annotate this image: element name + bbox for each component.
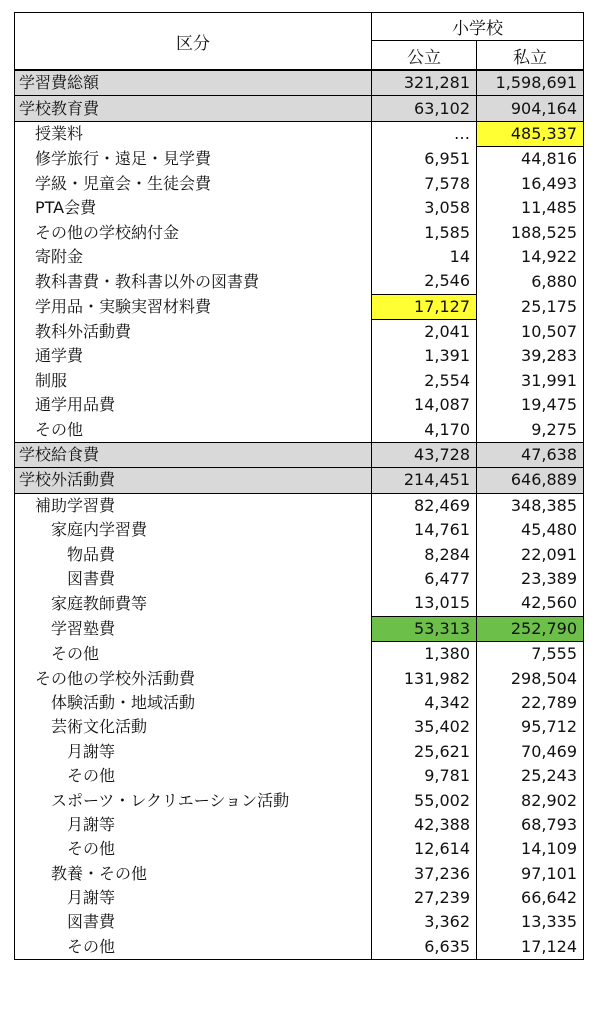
public-value: 214,451 (372, 468, 477, 493)
table-row (15, 740, 584, 764)
row-label: 芸術文化活動 (15, 715, 372, 739)
row-label: PTA会費 (15, 196, 372, 220)
table-row (15, 245, 584, 269)
row-label: 教養・その他 (15, 862, 372, 886)
public-value: 63,102 (372, 96, 477, 121)
table-row (15, 493, 584, 518)
private-value: 31,991 (477, 369, 584, 393)
header-group: 小学校 (372, 13, 584, 41)
row-label: 学習費総額 (15, 70, 372, 96)
table-row (15, 591, 584, 616)
public-value: 6,951 (372, 147, 477, 172)
row-label: スポーツ・レクリエーション活動 (15, 788, 372, 812)
private-value: 70,469 (477, 740, 584, 764)
row-label: その他 (15, 837, 372, 861)
private-value: 95,712 (477, 715, 584, 739)
table-row (15, 196, 584, 220)
public-value: 1,391 (372, 344, 477, 368)
public-value: 3,058 (372, 196, 477, 220)
row-label: 学用品・実験実習材料費 (15, 294, 372, 319)
public-value: 53,313 (372, 616, 477, 641)
table-row (15, 344, 584, 368)
row-label: その他 (15, 417, 372, 442)
public-value: 43,728 (372, 442, 477, 467)
public-value: 55,002 (372, 788, 477, 812)
table-row (15, 813, 584, 837)
row-label: 月謝等 (15, 886, 372, 910)
private-value: 45,480 (477, 518, 584, 542)
row-label: その他 (15, 935, 372, 960)
table-row (15, 788, 584, 812)
public-value: 37,236 (372, 862, 477, 886)
public-value: 2,554 (372, 369, 477, 393)
table-row (15, 294, 584, 319)
row-label: その他 (15, 764, 372, 788)
private-value: 11,485 (477, 196, 584, 220)
private-value: 17,124 (477, 935, 584, 960)
table-row (15, 96, 584, 121)
public-value: 2,546 (372, 269, 477, 294)
private-value: 252,790 (477, 616, 584, 641)
private-value: 66,642 (477, 886, 584, 910)
expense-table (14, 12, 584, 960)
row-label: 学習塾費 (15, 616, 372, 641)
table-row (15, 542, 584, 566)
row-label: その他の学校納付金 (15, 220, 372, 244)
table-row (15, 886, 584, 910)
row-label: 通学用品費 (15, 393, 372, 417)
table-row (15, 910, 584, 934)
table-row (15, 837, 584, 861)
private-value: 7,555 (477, 641, 584, 666)
table-row (15, 417, 584, 442)
row-label: 図書費 (15, 910, 372, 934)
table-row (15, 70, 584, 96)
row-label: 通学費 (15, 344, 372, 368)
private-value: 188,525 (477, 220, 584, 244)
public-value: 6,635 (372, 935, 477, 960)
table-row (15, 172, 584, 196)
row-label: 家庭内学習費 (15, 518, 372, 542)
table-row (15, 764, 584, 788)
row-label: 学級・児童会・生徒会費 (15, 172, 372, 196)
row-label: 教科外活動費 (15, 319, 372, 344)
row-label: その他 (15, 641, 372, 666)
private-value: 16,493 (477, 172, 584, 196)
public-value: 82,469 (372, 493, 477, 518)
private-value: 10,507 (477, 319, 584, 344)
private-value: 14,109 (477, 837, 584, 861)
public-value: 42,388 (372, 813, 477, 837)
private-value: 44,816 (477, 147, 584, 172)
table-row (15, 369, 584, 393)
table-row (15, 319, 584, 344)
table-row (15, 616, 584, 641)
public-value: 4,170 (372, 417, 477, 442)
private-value: 22,091 (477, 542, 584, 566)
public-value: 17,127 (372, 294, 477, 319)
header-private: 私立 (477, 41, 584, 71)
public-value: 35,402 (372, 715, 477, 739)
public-value: 131,982 (372, 666, 477, 690)
row-label: 授業料 (15, 121, 372, 146)
private-value: 25,243 (477, 764, 584, 788)
private-value: 19,475 (477, 393, 584, 417)
table-body (15, 70, 584, 960)
private-value: 68,793 (477, 813, 584, 837)
public-value: 1,380 (372, 641, 477, 666)
private-value: 904,164 (477, 96, 584, 121)
private-value: 6,880 (477, 269, 584, 294)
public-value: 14 (372, 245, 477, 269)
private-value: 348,385 (477, 493, 584, 518)
row-label: 学校教育費 (15, 96, 372, 121)
row-label: 補助学習費 (15, 493, 372, 518)
private-value: 47,638 (477, 442, 584, 467)
row-label: 修学旅行・遠足・見学費 (15, 147, 372, 172)
table-row (15, 442, 584, 467)
table-row (15, 715, 584, 739)
header-category: 区分 (15, 13, 372, 71)
public-value: 7,578 (372, 172, 477, 196)
private-value: 9,275 (477, 417, 584, 442)
table-row (15, 862, 584, 886)
table-row (15, 121, 584, 146)
row-label: 月謝等 (15, 813, 372, 837)
private-value: 298,504 (477, 666, 584, 690)
private-value: 13,335 (477, 910, 584, 934)
private-value: 485,337 (477, 121, 584, 146)
table-row (15, 220, 584, 244)
private-value: 39,283 (477, 344, 584, 368)
private-value: 14,922 (477, 245, 584, 269)
row-label: 学校外活動費 (15, 468, 372, 493)
public-value: 6,477 (372, 567, 477, 591)
private-value: 42,560 (477, 591, 584, 616)
private-value: 1,598,691 (477, 70, 584, 96)
header-public: 公立 (372, 41, 477, 71)
private-value: 22,789 (477, 691, 584, 715)
row-label: 制服 (15, 369, 372, 393)
public-value: 4,342 (372, 691, 477, 715)
public-value: 3,362 (372, 910, 477, 934)
table-row (15, 393, 584, 417)
row-label: その他の学校外活動費 (15, 666, 372, 690)
public-value: 2,041 (372, 319, 477, 344)
row-label: 家庭教師費等 (15, 591, 372, 616)
private-value: 23,389 (477, 567, 584, 591)
row-label: 月謝等 (15, 740, 372, 764)
table-row (15, 691, 584, 715)
public-value: 12,614 (372, 837, 477, 861)
table-row (15, 468, 584, 493)
public-value: 13,015 (372, 591, 477, 616)
public-value: 25,621 (372, 740, 477, 764)
private-value: 25,175 (477, 294, 584, 319)
table-row (15, 567, 584, 591)
row-label: 物品費 (15, 542, 372, 566)
private-value: 82,902 (477, 788, 584, 812)
table-row (15, 269, 584, 294)
row-label: 図書費 (15, 567, 372, 591)
public-value: 14,087 (372, 393, 477, 417)
row-label: 教科書費・教科書以外の図書費 (15, 269, 372, 294)
public-value: 27,239 (372, 886, 477, 910)
table-row (15, 935, 584, 960)
table-row (15, 518, 584, 542)
private-value: 97,101 (477, 862, 584, 886)
public-value: 8,284 (372, 542, 477, 566)
row-label: 学校給食費 (15, 442, 372, 467)
public-value: 321,281 (372, 70, 477, 96)
row-label: 体験活動・地域活動 (15, 691, 372, 715)
public-value: 1,585 (372, 220, 477, 244)
public-value: 14,761 (372, 518, 477, 542)
public-value: 9,781 (372, 764, 477, 788)
table-row (15, 147, 584, 172)
table-row (15, 641, 584, 666)
public-value: … (372, 121, 477, 146)
table-row (15, 666, 584, 690)
private-value: 646,889 (477, 468, 584, 493)
row-label: 寄附金 (15, 245, 372, 269)
